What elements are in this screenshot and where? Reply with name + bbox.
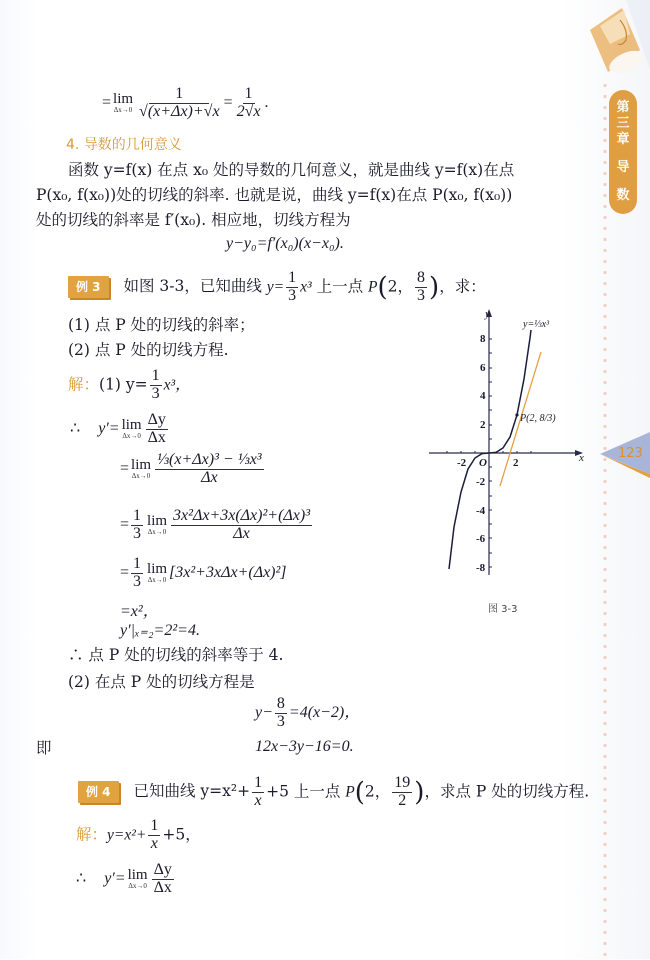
solution-label: 解： xyxy=(76,825,108,844)
origin-label: O xyxy=(479,457,487,469)
y-tick: -2 xyxy=(476,476,486,488)
x-tick: 2 xyxy=(513,457,519,469)
derivation-step-2: = $\frac{1}{3}$ lim Δx→0 $\frac{\text{3x²Δx+3x(Δx)²+(Δx)³}}{\Delta x}$ xyxy=(120,507,311,542)
curve-label: y=⅓x³ xyxy=(523,319,550,330)
y-tick: 2 xyxy=(480,419,486,431)
paragraph-line: 处的切线的斜率是 f′(x₀). 相应地，切线方程为 xyxy=(36,211,351,229)
figure-caption: 图 3-3 xyxy=(488,604,518,615)
derivative-def-line: ∴ y′= lim Δx→0 $\frac{\Delta y}{\Delta x}$ xyxy=(70,411,166,446)
tangent-equation-general: 12x−3y−16=0. xyxy=(255,738,354,755)
page-number: 123 xyxy=(618,446,643,461)
chapter-tab-char: 第 xyxy=(616,100,630,115)
derivation-step-3: = $\frac{1}{3}$ lim Δx→0 [3x²+3xΔx+(Δx)²] xyxy=(120,555,287,590)
page-number-marker xyxy=(600,430,650,490)
paragraph-line: 函数 y=f(x) 在点 x₀ 处的导数的几何意义，就是曲线 y=f(x)在点 xyxy=(68,161,515,179)
tangent-equation: y− $\frac{8}{3}$ =4(x−2)， xyxy=(255,695,361,730)
x-axis-label: x xyxy=(579,452,584,464)
example4-solution-line: 解：y=x²+ $\frac{1}{x}$ +5， xyxy=(76,817,201,852)
top-limit-formula: = lim Δx→0 $\frac{1}{√(x+\Delta x)+√x}$ = $\frac{1}{2√x}$ . xyxy=(102,85,269,120)
cubic-curve xyxy=(449,330,531,569)
point-p-label: P(2, 8/3) xyxy=(520,413,556,424)
example4-tag: 例 4 xyxy=(78,781,119,803)
example4-statement: 例 4 已知曲线 y=x²+ $\frac{1}{x}$ +5 上一点 P(2， $\frac{19}{2}$ )，求点 P 处的切线方程. xyxy=(78,775,589,810)
chapter-tab-char: 章 xyxy=(616,132,630,147)
solution-line: 解：(1) y= $\frac{1}{3}$ x³， xyxy=(68,367,191,402)
x-tick: -2 xyxy=(457,457,467,469)
chapter-tab xyxy=(609,90,637,214)
part2-intro: (2) 在点 P 处的切线方程是 xyxy=(68,673,255,691)
figure-3-3-graph xyxy=(425,305,595,585)
example4-derivative-line: ∴ y′= lim Δx→0 $\frac{\Delta y}{\Delta x}$ xyxy=(76,861,172,896)
margin-dot-line xyxy=(603,80,607,960)
question-2: (2) 点 P 处的切线方程. xyxy=(68,341,229,359)
y-tick: 6 xyxy=(480,362,486,374)
y-tick: -6 xyxy=(476,533,486,545)
y-tick: 8 xyxy=(480,333,486,345)
paragraph-line: P(x₀, f(x₀))处的切线的斜率. 也就是说，曲线 y=f(x)在点 P(x₀, f(x₀)) xyxy=(36,186,513,204)
chapter-tab-char: 导 xyxy=(616,160,630,175)
derivation-step-1: = lim Δx→0 $\frac{\text{⅓(x+Δx)³ − ⅓x³}}{\Delta x}$ xyxy=(120,451,262,486)
derivation-step-5: y′|ₓ₌₂=2²=4. xyxy=(120,622,200,639)
y-tick: 4 xyxy=(480,390,486,402)
solution-label: 解： xyxy=(68,375,100,394)
y-tick: -8 xyxy=(476,562,486,574)
tangent-line-formula: y−y₀=f′(x₀)(x−x₀). xyxy=(226,235,344,252)
corner-illustration-icon xyxy=(560,0,650,82)
ji-label: 即 xyxy=(36,739,52,757)
y-tick: -4 xyxy=(476,505,486,517)
conclusion-line: ∴ 点 P 处的切线的斜率等于 4. xyxy=(68,646,284,664)
question-1: (1) 点 P 处的切线的斜率； xyxy=(68,316,255,334)
chapter-tab-char: 数 xyxy=(616,188,630,203)
derivation-step-4: =x²， xyxy=(120,603,159,620)
section-heading: 4. 导数的几何意义 xyxy=(66,137,182,153)
example3-statement: 例 3 如图 3-3，已知曲线 y= $\frac{1}{3}$ x³ 上一点 P(2， $\frac{8}{3}$ )，求： xyxy=(68,270,486,305)
example3-tag: 例 3 xyxy=(68,276,109,298)
chapter-tab-char: 三 xyxy=(616,116,630,131)
y-axis-label: y xyxy=(485,308,490,320)
